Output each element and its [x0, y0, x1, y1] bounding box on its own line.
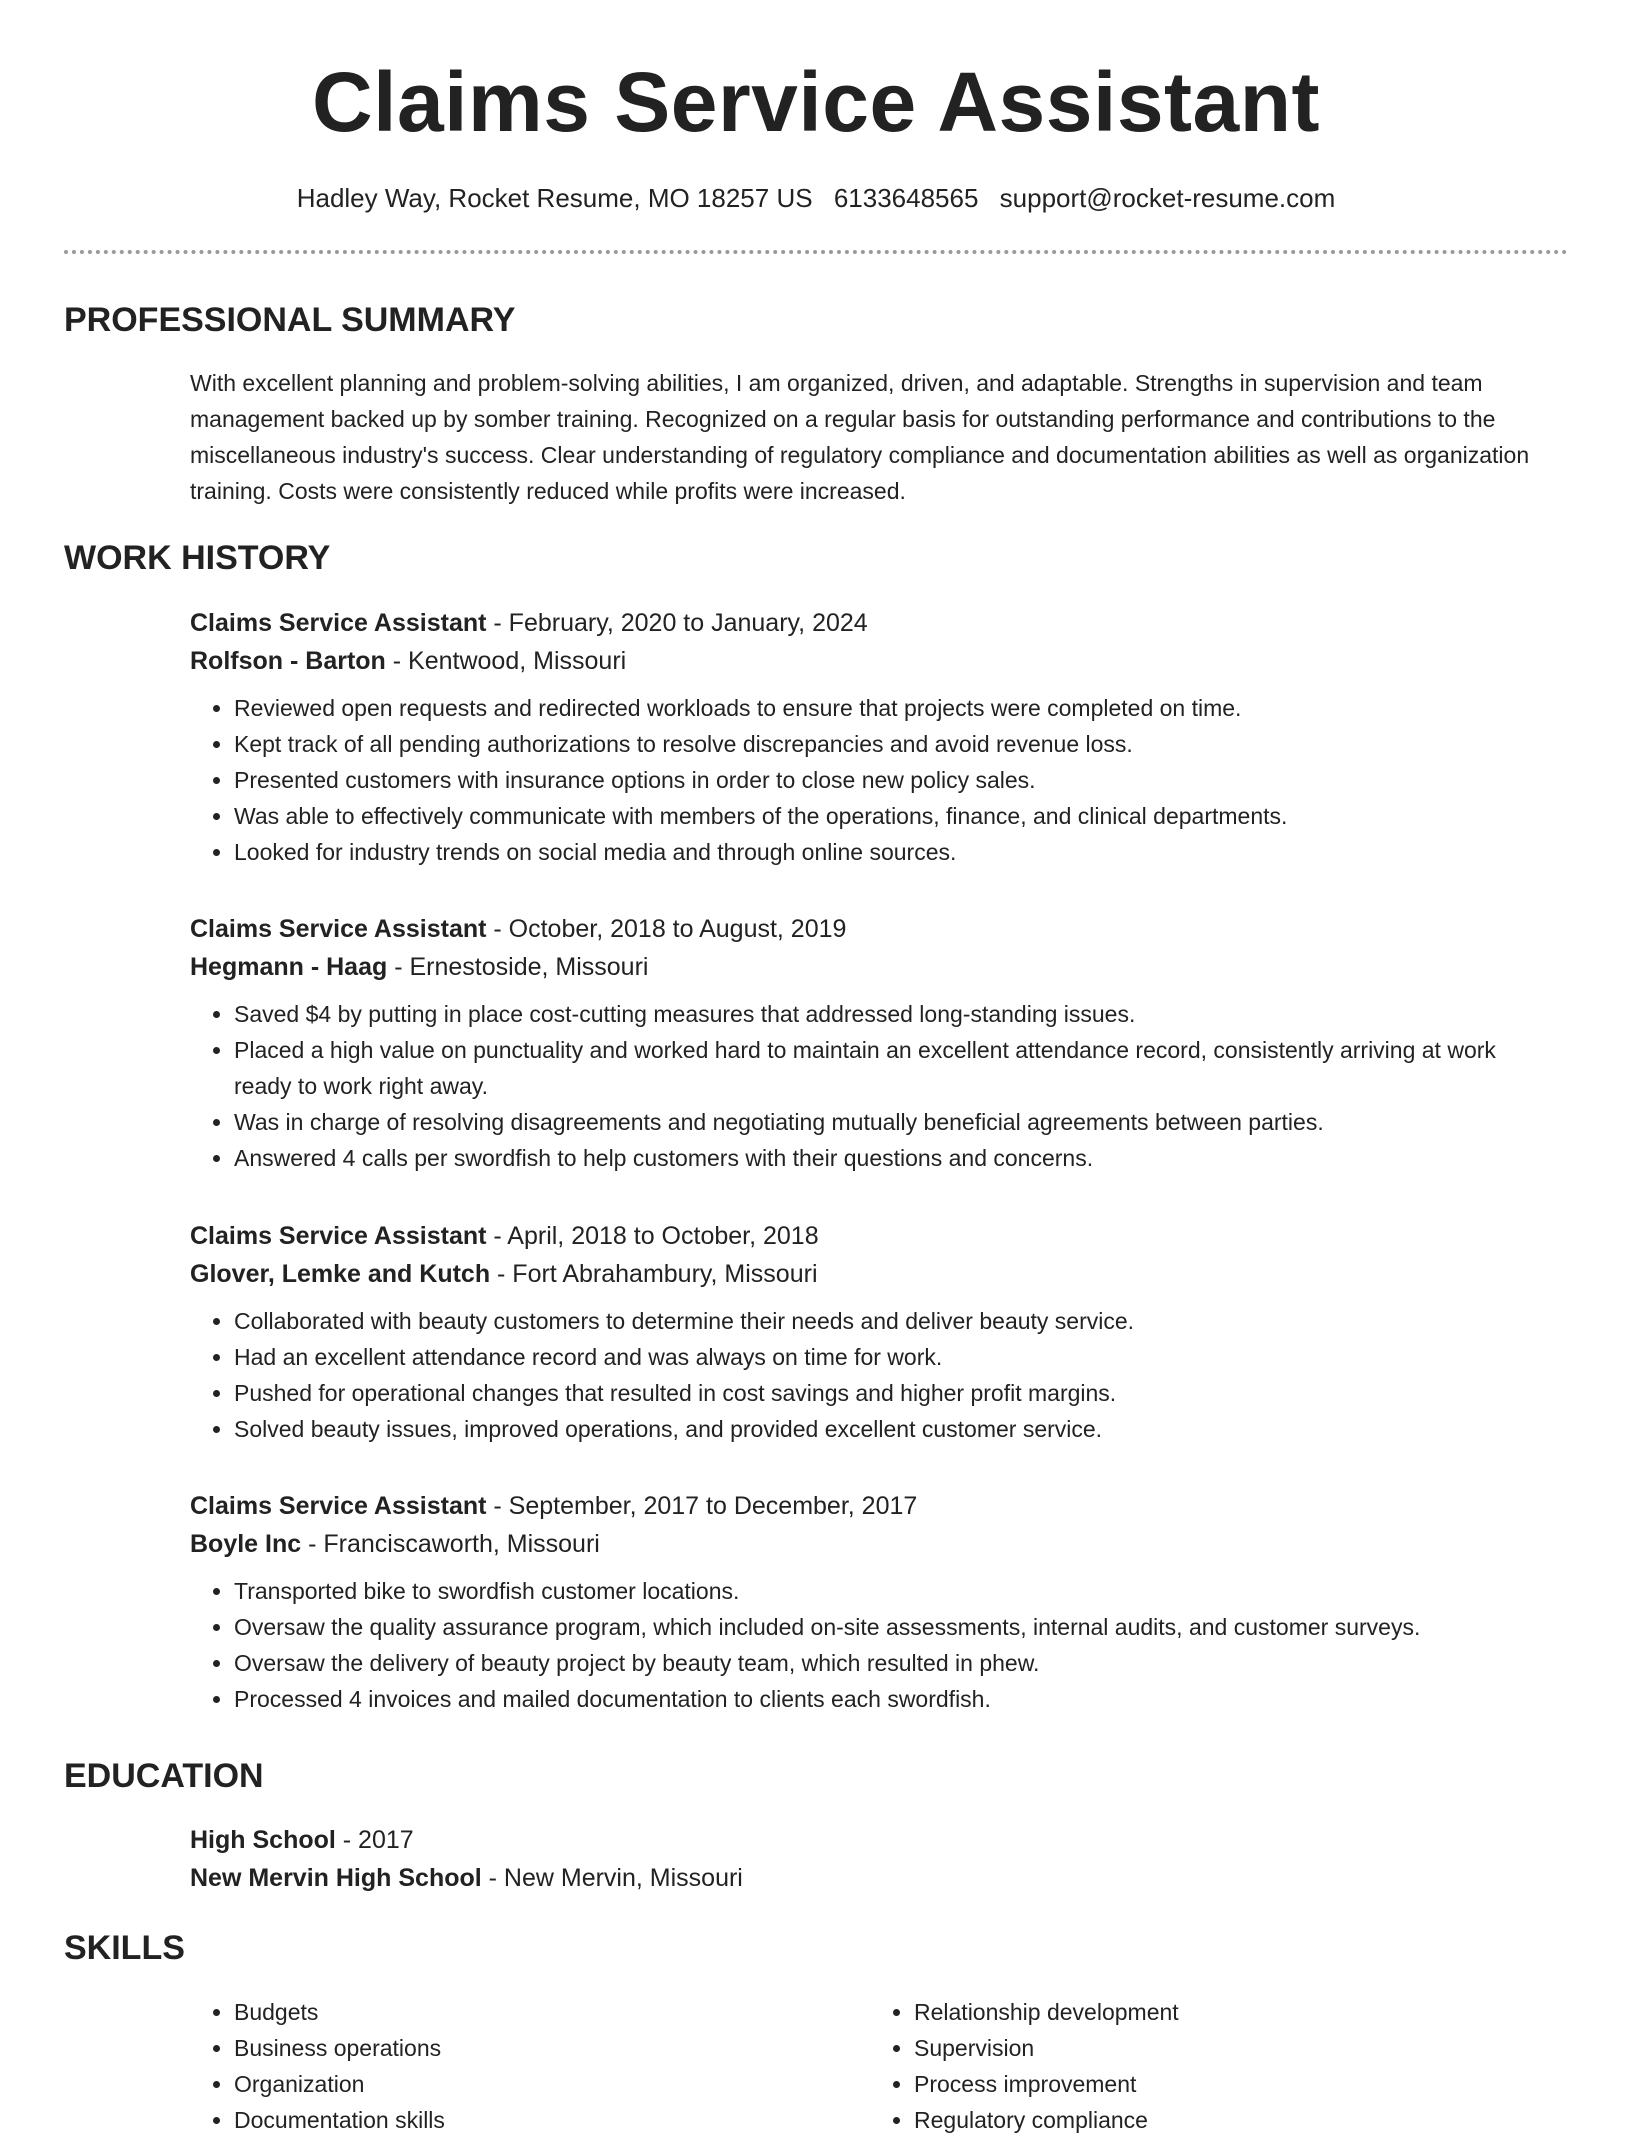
job-title-line — [190, 1487, 1540, 1525]
skills-list-right — [870, 1994, 1470, 2138]
skill-item: • Process improvement — [914, 2066, 1470, 2102]
job-bullets — [190, 690, 1540, 870]
job-title-line — [190, 910, 1540, 948]
skill-item: • Business operations — [234, 2030, 790, 2066]
list-item: • Kept track of all pending authorizations to resolve discrepancies and avoid revenue loss. — [234, 726, 1540, 762]
job-bullets — [190, 1573, 1540, 1717]
job-bullets — [190, 996, 1540, 1176]
job-company-line — [190, 642, 1540, 680]
skill-item: • Organization — [234, 2066, 790, 2102]
list-item: • Had an excellent attendance record and was always on time for work. — [234, 1339, 1540, 1375]
list-item: • Transported bike to swordfish customer locations. — [234, 1573, 1540, 1609]
skills-column-left — [190, 1994, 790, 2138]
list-item: • Solved beauty issues, improved operations, and provided excellent customer service. — [234, 1411, 1540, 1447]
resume-title: Claims Service Assistant — [311, 55, 1321, 149]
skills-list-left — [190, 1994, 790, 2138]
education-school: New Mervin High School — [190, 1864, 482, 1892]
contact-address: Hadley Way, Rocket Resume, MO 18257 US — [296, 183, 813, 213]
job-company: Boyle Inc — [190, 1530, 302, 1558]
skills-column-right — [870, 1994, 1470, 2138]
education-location: - New Mervin, Missouri — [481, 1864, 743, 1892]
list-item: • Was able to effectively communicate with members of the operations, finance, and clinical departments. — [234, 798, 1540, 834]
list-item: • Collaborated with beauty customers to determine their needs and deliver beauty service. — [234, 1303, 1540, 1339]
education-year: - 2017 — [335, 1826, 414, 1854]
list-item: • Oversaw the delivery of beauty project by beauty team, which resulted in phew. — [234, 1645, 1540, 1681]
list-item: • Pushed for operational changes that resulted in cost savings and higher profit margins. — [234, 1375, 1540, 1411]
skill-item: • Supervision — [914, 2030, 1470, 2066]
job-company: Glover, Lemke and Kutch — [190, 1260, 491, 1288]
job-entry — [190, 910, 1540, 1176]
list-item: • Processed 4 invoices and mailed documentation to clients each swordfish. — [234, 1681, 1540, 1717]
list-item: • Saved $4 by putting in place cost-cutting measures that addressed long-standing issues. — [234, 996, 1540, 1032]
list-item: • Answered 4 calls per swordfish to help customers with their questions and concerns. — [234, 1140, 1540, 1176]
job-location: - Franciscaworth, Missouri — [301, 1530, 600, 1558]
skills-heading: SKILLS — [64, 1929, 185, 1967]
job-company: Hegmann - Haag — [190, 953, 388, 981]
skill-item: • Documentation skills — [234, 2102, 790, 2138]
job-company-line — [190, 948, 1540, 986]
skill-item: • Budgets — [234, 1994, 790, 2030]
job-title: Claims Service Assistant — [190, 915, 487, 943]
list-item: • Reviewed open requests and redirected workloads to ensure that projects were completed on time. — [234, 690, 1540, 726]
job-title: Claims Service Assistant — [190, 609, 487, 637]
list-item: • Looked for industry trends on social media and through online sources. — [234, 834, 1540, 870]
work-history-heading: WORK HISTORY — [64, 539, 331, 577]
skill-item: • Regulatory compliance — [914, 2102, 1470, 2138]
skill-item: • Relationship development — [914, 1994, 1470, 2030]
job-bullets — [190, 1303, 1540, 1447]
job-location: - Ernestoside, Missouri — [387, 953, 649, 981]
job-dates: - September, 2017 to December, 2017 — [486, 1492, 918, 1520]
job-company-line — [190, 1255, 1540, 1293]
job-entry — [190, 1217, 1540, 1447]
job-title: Claims Service Assistant — [190, 1222, 487, 1250]
list-item: • Placed a high value on punctuality and worked hard to maintain an excellent attendance record, consistently arriving at work ready to work right away. — [234, 1032, 1540, 1104]
job-dates: - October, 2018 to August, 2019 — [486, 915, 847, 943]
job-title: Claims Service Assistant — [190, 1492, 487, 1520]
job-entry — [190, 604, 1540, 870]
job-title-line — [190, 1217, 1540, 1255]
summary-heading: PROFESSIONAL SUMMARY — [64, 301, 516, 339]
job-dates: - February, 2020 to January, 2024 — [486, 609, 868, 637]
contact-email: support@rocket-resume.com — [999, 183, 1336, 213]
header-divider — [64, 250, 1568, 254]
job-dates: - April, 2018 to October, 2018 — [486, 1222, 819, 1250]
summary-text: With excellent planning and problem-solving abilities, I am organized, driven, and adaptable. Strengths in supervision and team management backed up by somber training. Recognized on a regular basis for outstanding performance and contributions to the miscellaneous industry's success. Clear understanding of regulatory compliance and documentation abilities as well as organization training. Costs were consistently reduced while profits were increased. — [190, 370, 1530, 504]
contact-line — [0, 180, 1632, 216]
job-title-line — [190, 604, 1540, 642]
list-item: • Was in charge of resolving disagreements and negotiating mutually beneficial agreements between parties. — [234, 1104, 1540, 1140]
education-entry — [190, 1821, 1540, 1897]
list-item: • Oversaw the quality assurance program, which included on-site assessments, internal audits, and customer surveys. — [234, 1609, 1540, 1645]
job-company: Rolfson - Barton — [190, 647, 386, 675]
education-degree: High School — [190, 1826, 336, 1854]
education-degree-line — [190, 1821, 1540, 1859]
job-location: - Fort Abrahambury, Missouri — [490, 1260, 818, 1288]
job-company-line — [190, 1525, 1540, 1563]
education-school-line — [190, 1859, 1540, 1897]
list-item: • Presented customers with insurance options in order to close new policy sales. — [234, 762, 1540, 798]
education-heading: EDUCATION — [64, 1757, 264, 1795]
job-entry — [190, 1487, 1540, 1717]
job-location: - Kentwood, Missouri — [385, 647, 627, 675]
contact-phone: 6133648565 — [833, 183, 979, 213]
